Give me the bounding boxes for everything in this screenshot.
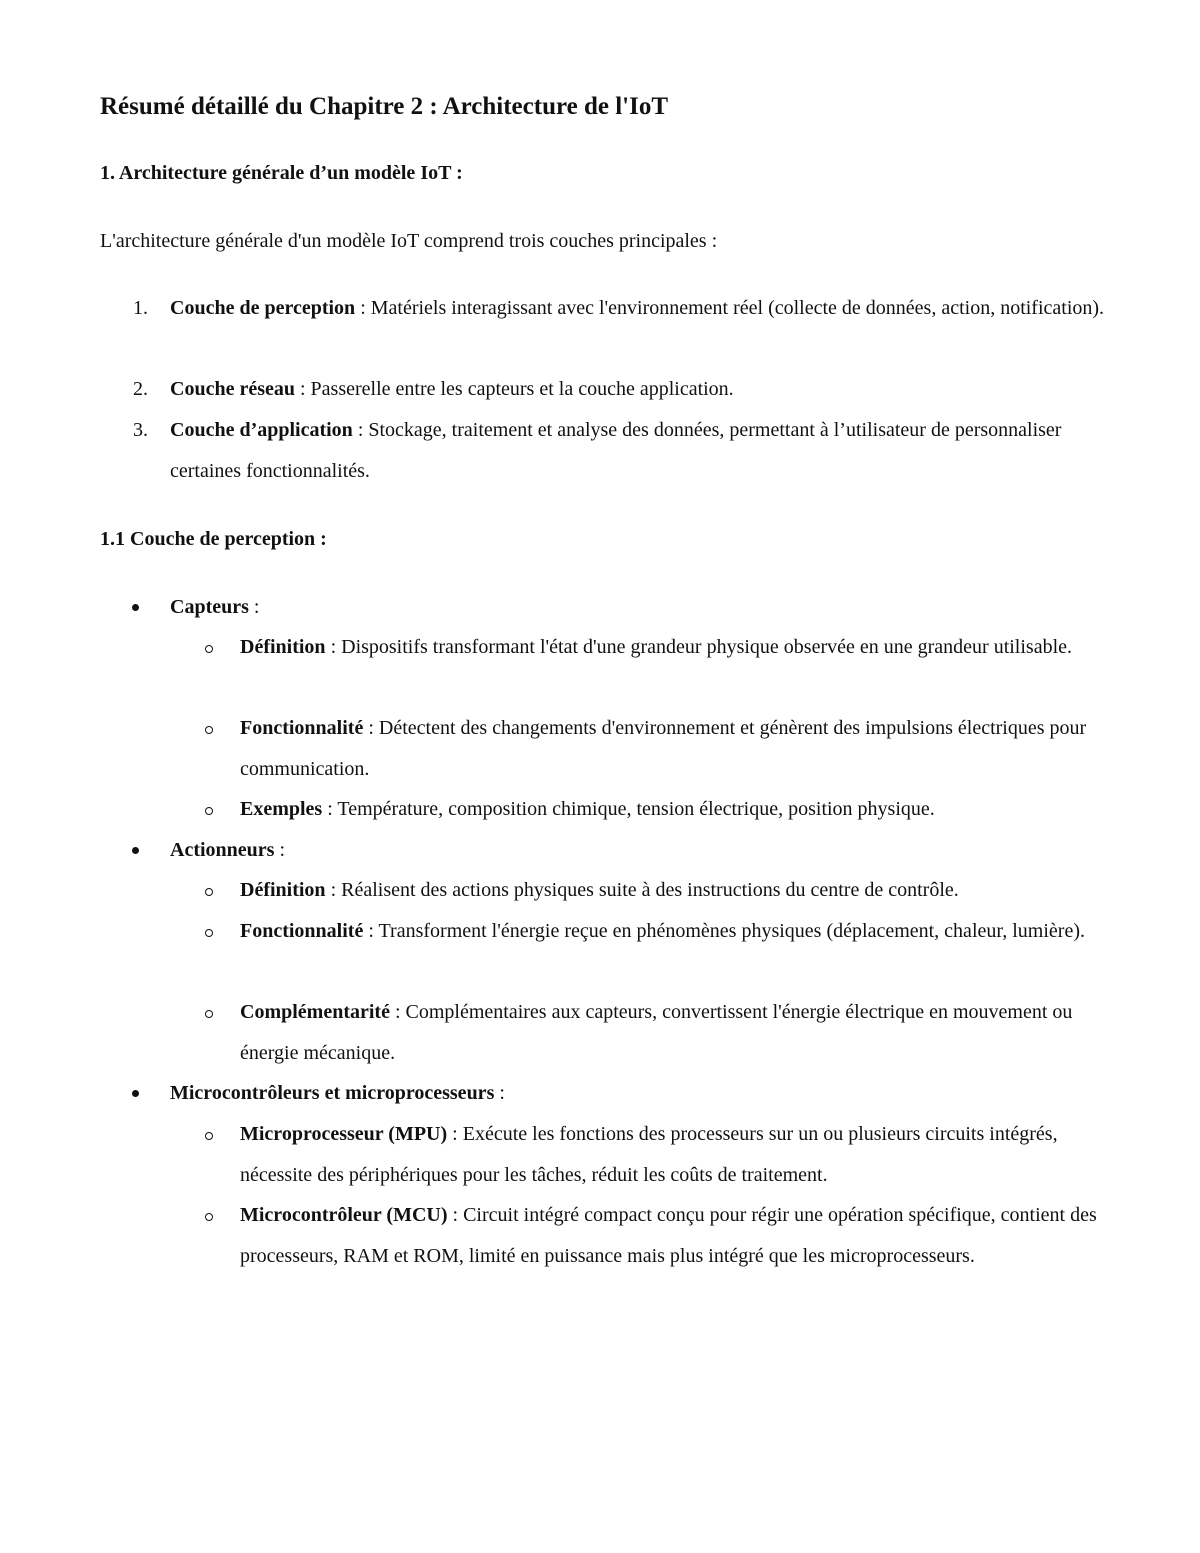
group-term: Capteurs: [170, 596, 249, 618]
sub-description: : Détectent des changements d'environnement et génèrent des impulsions électriques pour communication.: [240, 717, 1087, 780]
sub-description: : Réalisent des actions physiques suite à des instructions du centre de contrôle.: [325, 879, 959, 901]
group-capteurs: [170, 587, 1120, 628]
group-term: Microcontrôleurs et microprocesseurs: [170, 1082, 495, 1104]
group-suffix: :: [248, 596, 260, 618]
layer-term: Couche d’application: [170, 419, 353, 441]
circle-bullet-icon: [205, 929, 213, 937]
circle-bullet-icon: [205, 645, 213, 653]
layer-description: : Stockage, traitement et analyse des données, permettant à l’utilisateur de personnaliser certaines fonctionnalités.: [170, 419, 1062, 482]
group-term: Actionneurs: [170, 839, 275, 861]
sub-description: : Complémentaires aux capteurs, convertissent l'énergie électrique en mouvement ou énergie mécanique.: [240, 1001, 1073, 1064]
bullet-icon: [132, 847, 139, 854]
sub-term: Microprocesseur (MPU): [240, 1123, 448, 1145]
sub-term: Complémentarité: [240, 1001, 390, 1023]
layer-term: Couche de perception: [170, 297, 356, 319]
sub-term: Fonctionnalité: [240, 920, 364, 942]
circle-bullet-icon: [205, 888, 213, 896]
sub-description: : Circuit intégré compact conçu pour régir une opération spécifique, contient des processeurs, RAM et ROM, limité en puissance mais plus intégré que les microprocesseurs.: [240, 1204, 1097, 1267]
circle-bullet-icon: [205, 726, 213, 734]
group-suffix: :: [494, 1082, 505, 1104]
section-1-heading: 1. Architecture générale d’un modèle IoT :: [100, 162, 463, 184]
document-title: Résumé détaillé du Chapitre 2 : Architecture de l'IoT: [100, 93, 669, 120]
sub-term: Exemples: [240, 798, 323, 820]
sub-description: : Dispositifs transformant l'état d'une grandeur physique observée en une grandeur utilisable.: [325, 636, 1073, 658]
group-actionneurs: [170, 830, 1120, 871]
circle-bullet-icon: [205, 807, 213, 815]
list-number: 3.: [133, 419, 148, 441]
layer-description: : Passerelle entre les capteurs et la couche application.: [294, 378, 734, 400]
sub-description: : Transforment l'énergie reçue en phénomènes physiques (déplacement, chaleur, lumière).: [363, 920, 1085, 942]
sub-term: Fonctionnalité: [240, 717, 364, 739]
sub-term: Définition: [240, 879, 326, 901]
bullet-icon: [132, 1090, 139, 1097]
sub-term: Microcontrôleur (MCU): [240, 1204, 448, 1226]
section-1-intro: L'architecture générale d'un modèle IoT comprend trois couches principales :: [100, 230, 718, 252]
circle-bullet-icon: [205, 1132, 213, 1140]
sub-item-capteurs-definition: [240, 627, 1130, 668]
sub-term: Définition: [240, 636, 326, 658]
layer-description: : Matériels interagissant avec l'environnement réel (collecte de données, action, notification).: [355, 297, 1105, 319]
sub-item-actionneurs-definition: [240, 870, 1130, 911]
layer-item-application: [133, 410, 1110, 491]
sub-item-actionneurs-fonctionnalite: [240, 911, 1130, 952]
sub-item-microcontroleur: [240, 1195, 1130, 1276]
layer-item-perception: [133, 288, 1110, 329]
sub-description: : Exécute les fonctions des processeurs sur un ou plusieurs circuits intégrés, nécessite des périphériques pour les tâches, réduit les coûts de traitement.: [240, 1123, 1058, 1186]
circle-bullet-icon: [205, 1213, 213, 1221]
bullet-icon: [132, 604, 139, 611]
group-microcontroleurs: [170, 1073, 1120, 1114]
sub-item-capteurs-fonctionnalite: [240, 708, 1130, 789]
section-1-1-heading: 1.1 Couche de perception :: [100, 528, 327, 550]
list-number: 1.: [133, 297, 148, 319]
sub-item-capteurs-exemples: [240, 789, 1130, 830]
sub-description: : Température, composition chimique, tension électrique, position physique.: [322, 798, 935, 820]
sub-item-microprocesseur: [240, 1114, 1130, 1195]
circle-bullet-icon: [205, 1010, 213, 1018]
sub-item-actionneurs-complementarite: [240, 992, 1130, 1073]
layer-item-network: [133, 369, 1110, 410]
list-number: 2.: [133, 378, 148, 400]
group-suffix: :: [274, 839, 286, 861]
layer-term: Couche réseau: [170, 378, 295, 400]
